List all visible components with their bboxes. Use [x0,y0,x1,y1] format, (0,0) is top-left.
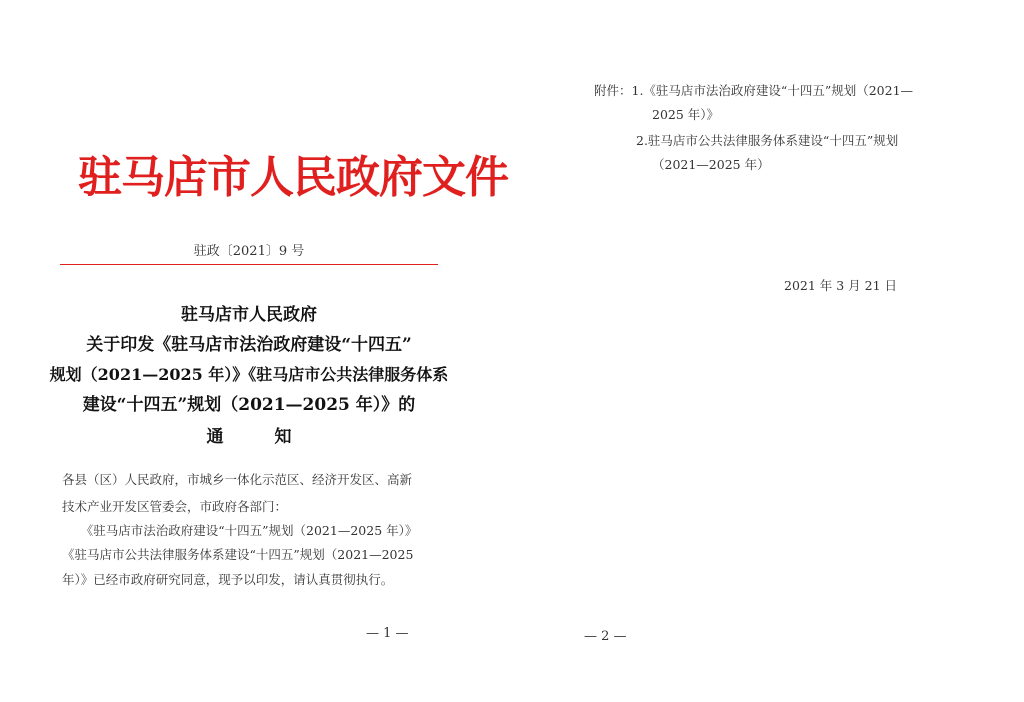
issue-date: 2021 年 3 月 21 日 [784,278,898,293]
body-line-5: 年）》已经市政府研究同意，现予以印发，请认真贯彻执行。 [62,572,394,587]
page-number: — 2 — [584,629,627,644]
body-line-4: 《驻马店市公共法律服务体系建设“十四五”规划（2021—2025 [62,547,414,562]
document-number: 驻政〔2021〕9 号 [193,244,305,259]
notice-title-line-2: 关于印发《驻马店市法治政府建设“十四五” [86,335,412,355]
notice-title-line-3: 规划（2021—2025 年）》《驻马店市公共法律服务体系 [49,365,449,384]
body-line-1: 各县（区）人民政府，市城乡一体化示范区、经济开发区、高新 [62,472,413,487]
attachment-line-3: 2.驻马店市公共法律服务体系建设“十四五”规划 [636,133,899,148]
notice-title-line-5: 通 知 [206,427,292,447]
attachment-line-1: 附件：1.《驻马店市法治政府建设“十四五”规划（2021— [594,83,914,98]
body-line-2: 技术产业开发区管委会，市政府各部门： [62,499,288,514]
attachment-line-4: （2021—2025 年） [652,157,770,172]
red-separator-line [60,264,438,265]
body-line-3: 《驻马店市法治政府建设“十四五”规划（2021—2025 年）》 [62,523,418,538]
document-header-title: 驻马店市人民政府文件 [78,152,508,203]
page-number: — 1 — [366,626,409,641]
attachment-line-2: 2025 年）》 [652,107,720,122]
notice-title-line-1: 驻马店市人民政府 [181,305,317,325]
notice-title-line-4: 建设“十四五”规划（2021—2025 年）》的 [82,395,416,415]
page-2 [512,0,1024,702]
